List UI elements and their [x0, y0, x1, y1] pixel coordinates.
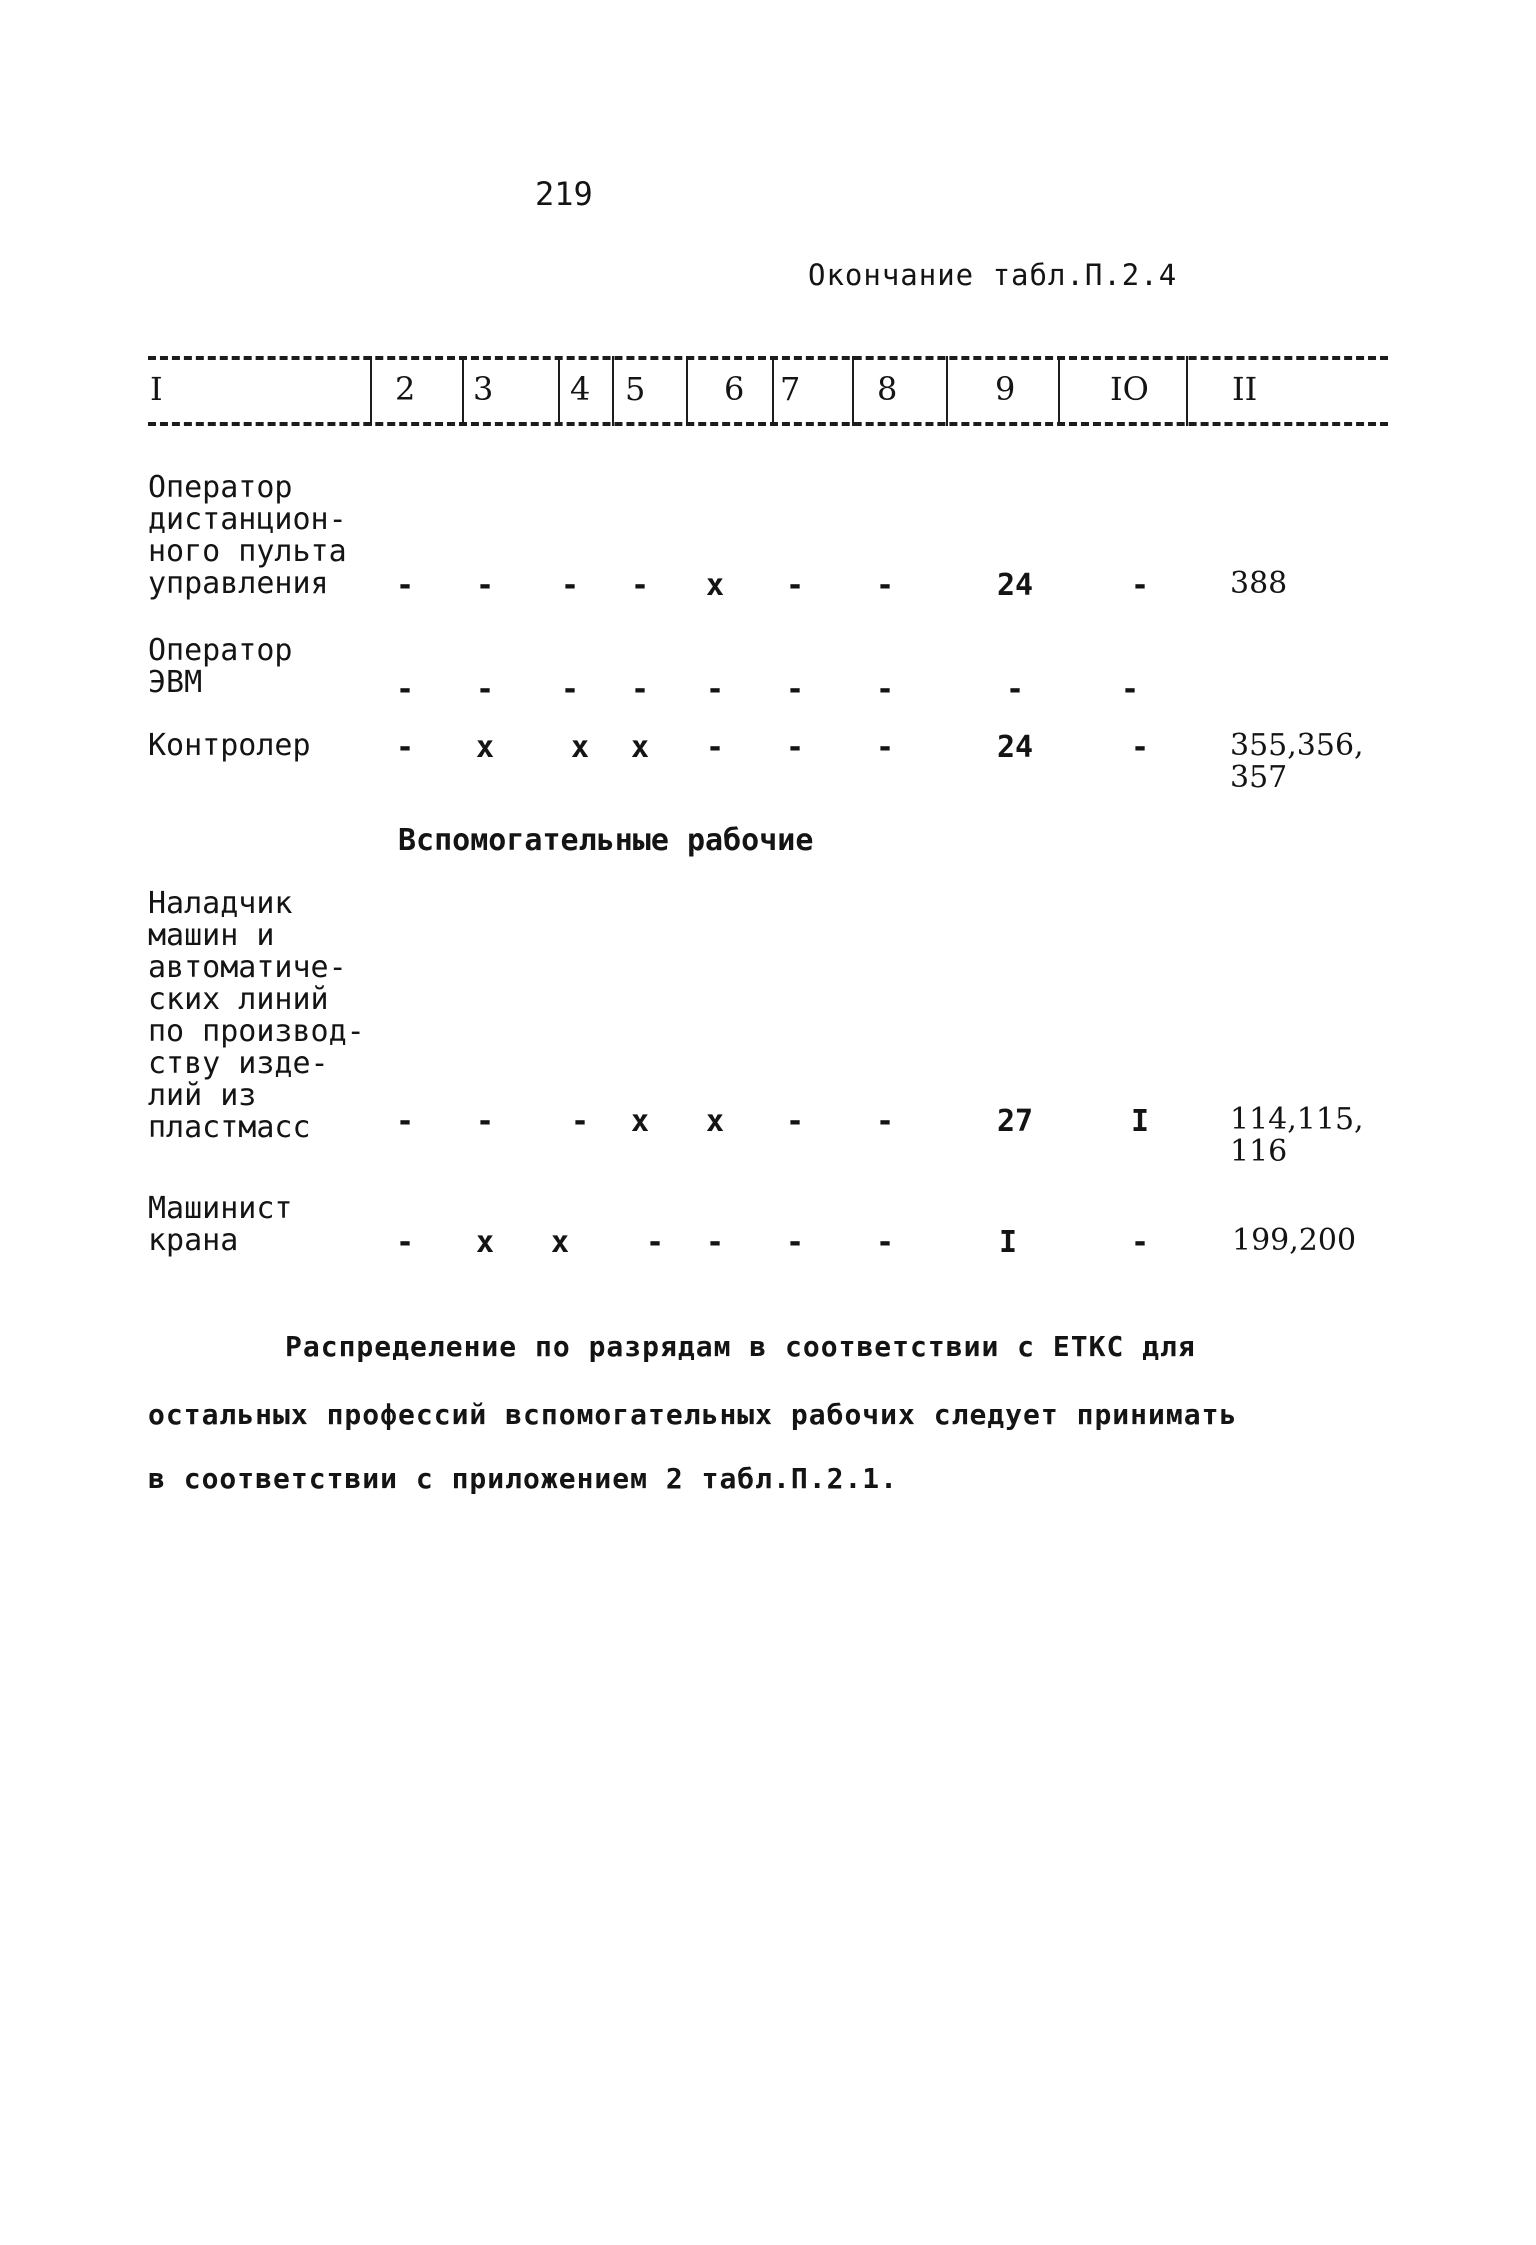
column-divider — [1058, 356, 1060, 426]
table-cell: x — [550, 1225, 570, 1260]
table-cell: - — [395, 730, 415, 765]
row-label: Оператор дистанцион- ного пульта управления — [148, 470, 347, 601]
table-cell: - — [875, 1225, 895, 1260]
table-cell: x — [630, 730, 650, 765]
column-divider — [772, 356, 774, 426]
column-header: 5 — [625, 370, 646, 408]
table-cell: - — [475, 1104, 495, 1139]
column-header: 4 — [570, 370, 591, 408]
table-cell-reference: 199,200 — [1232, 1223, 1357, 1258]
table-caption: Окончание табл.П.2.4 — [808, 258, 1178, 292]
column-divider — [1186, 356, 1188, 426]
table-cell: - — [395, 1225, 415, 1260]
row-label: Оператор ЭВМ — [148, 633, 293, 700]
column-header: IO — [1110, 370, 1149, 408]
table-cell: - — [785, 1225, 805, 1260]
table-cell: - — [1130, 568, 1150, 603]
table-cell: - — [875, 672, 895, 707]
table-cell: - — [560, 568, 580, 603]
table-cell-reference: 388 — [1230, 566, 1288, 601]
footnote-line: Распределение по разрядам в соответствии с ЕТКС для — [285, 1330, 1196, 1363]
table-cell: - — [875, 730, 895, 765]
table-cell: - — [395, 568, 415, 603]
table-cell: - — [785, 568, 805, 603]
header-top-rule — [148, 356, 1388, 360]
table-cell: x — [570, 730, 590, 765]
table-cell: x — [630, 1104, 650, 1139]
table-cell: 27 — [996, 1104, 1034, 1139]
column-divider — [370, 356, 372, 426]
table-cell: - — [560, 672, 580, 707]
table-cell: - — [395, 1104, 415, 1139]
column-header: 7 — [780, 370, 801, 408]
footnote-line: остальных профессий вспомогательных рабочих следует принимать — [148, 1398, 1238, 1431]
table-cell: x — [475, 1225, 495, 1260]
table-cell: - — [570, 1104, 590, 1139]
table-cell: - — [475, 568, 495, 603]
column-divider — [612, 356, 614, 426]
column-divider — [852, 356, 854, 426]
table-cell: x — [475, 730, 495, 765]
table-cell: - — [705, 730, 725, 765]
table-cell: - — [785, 1104, 805, 1139]
table-cell: - — [875, 1104, 895, 1139]
table-cell: 24 — [996, 568, 1034, 603]
table-cell: - — [475, 672, 495, 707]
column-divider — [946, 356, 948, 426]
table-cell: - — [785, 730, 805, 765]
row-label: Машинист крана — [148, 1191, 293, 1258]
column-header: I — [150, 370, 163, 408]
table-cell: - — [630, 568, 650, 603]
table-cell: - — [645, 1225, 665, 1260]
column-header: 3 — [473, 370, 494, 408]
column-header: 6 — [724, 370, 745, 408]
table-cell: - — [705, 672, 725, 707]
table-cell: - — [395, 672, 415, 707]
section-heading: Вспомогательные рабочие — [398, 823, 814, 858]
column-header: 2 — [395, 370, 416, 408]
header-bottom-rule — [148, 422, 1388, 426]
table-cell: - — [1120, 672, 1140, 707]
table-cell-reference: 355,356, 357 — [1230, 728, 1364, 795]
table-cell: - — [630, 672, 650, 707]
column-header: II — [1232, 370, 1258, 408]
column-divider — [462, 356, 464, 426]
column-divider — [686, 356, 688, 426]
table-cell: - — [785, 672, 805, 707]
table-cell-reference: 114,115, 116 — [1230, 1102, 1364, 1169]
column-header: 8 — [877, 370, 898, 408]
table-cell: - — [1005, 672, 1025, 707]
table-cell: x — [705, 1104, 725, 1139]
table-cell: - — [705, 1225, 725, 1260]
column-header: 9 — [995, 370, 1016, 408]
table-cell: - — [875, 568, 895, 603]
table-cell: I — [1130, 1104, 1150, 1139]
table-cell: - — [1130, 1225, 1150, 1260]
page-number: 219 — [535, 175, 593, 213]
table-cell: 24 — [996, 730, 1034, 765]
row-label: Наладчик машин и автоматиче- ских линий по производ- ству изде- лий из пластмасс — [148, 886, 365, 1145]
footnote-line: в соответствии с приложением 2 табл.П.2.1. — [148, 1462, 899, 1495]
table-cell: x — [705, 568, 725, 603]
table-cell: I — [998, 1225, 1018, 1260]
column-divider — [558, 356, 560, 426]
table-cell: - — [1130, 730, 1150, 765]
row-label: Контролер — [148, 728, 311, 763]
